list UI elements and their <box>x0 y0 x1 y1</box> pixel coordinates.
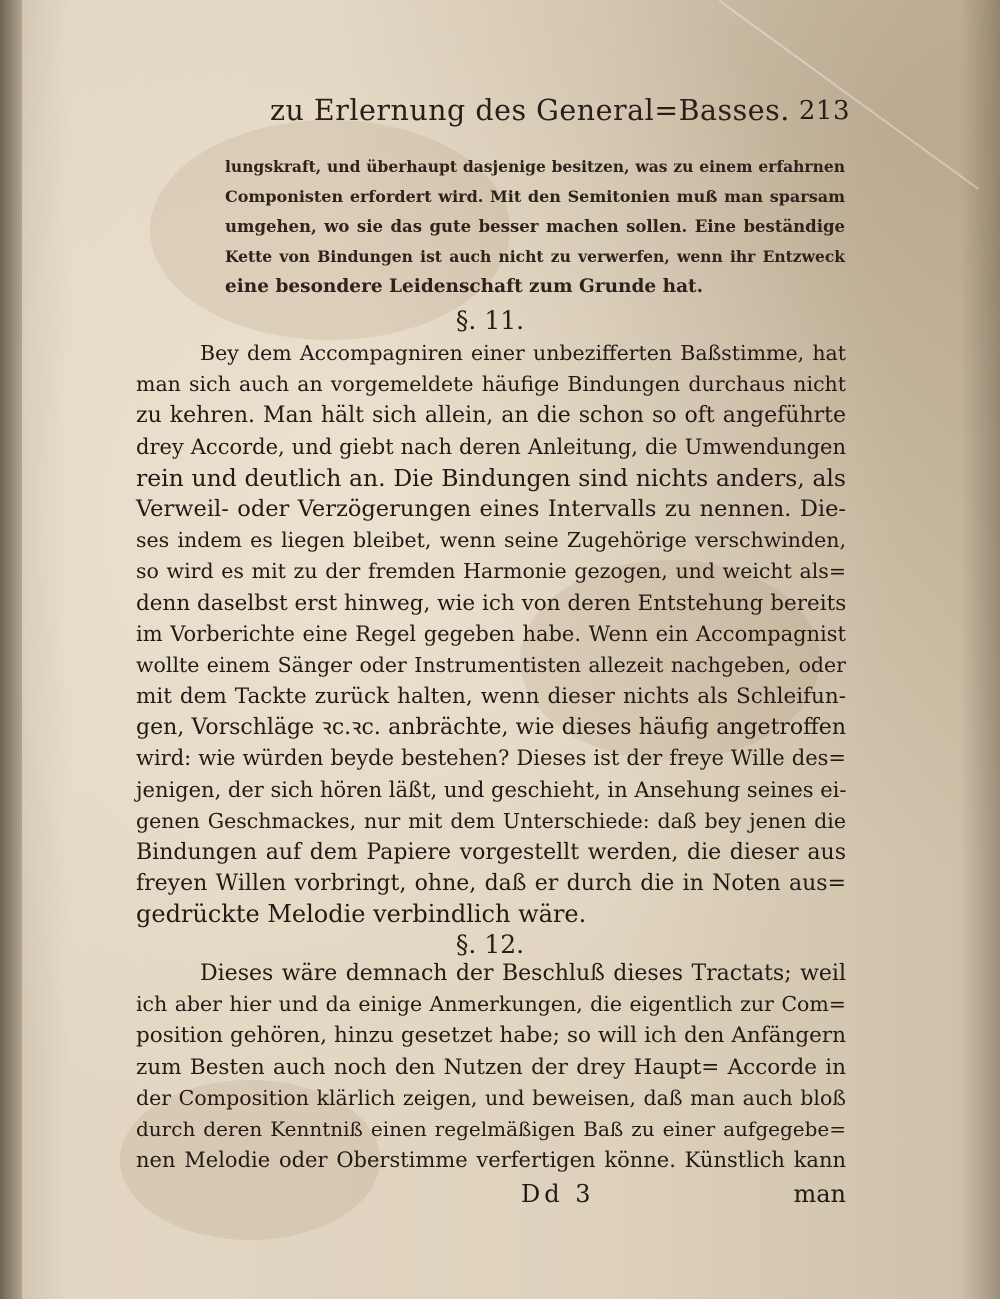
text-line: jenigen, der sich hören läßt, und geschieht, in Ansehung seines ei- <box>136 777 847 802</box>
text-line: gedrückte Melodie verbindlich wäre. <box>136 900 587 929</box>
text-line: mit dem Tackte zurück halten, wenn dieser nichts als Schleifun- <box>136 684 846 710</box>
text-line: rein und deutlich an. Die Bindungen sind nichts anders, als <box>136 463 846 492</box>
page-footer <box>136 1180 846 1216</box>
section-12-text <box>136 958 846 1176</box>
section-heading-11: §. 11. <box>455 306 525 335</box>
text-line: zu kehren. Man hält sich allein, an die schon so oft angeführte <box>136 403 846 429</box>
page-header <box>270 94 850 134</box>
text-line: drey Accorde, und giebt nach deren Anleitung, die Umwendungen <box>136 434 846 459</box>
text-line: durch deren Kenntniß einen regelmäßigen Baß zu einer aufgegebe= <box>136 1116 846 1141</box>
text-line: genen Geschmackes, nur mit dem Unterschiede: daß bey jenen die <box>136 808 846 833</box>
text-line: ich aber hier und da einige Anmerkungen, die eigentlich zur Com= <box>136 992 846 1017</box>
text-line: wird: wie würden beyde bestehen? Dieses ist der freye Wille des= <box>136 746 846 771</box>
text-line: man sich auch an vorgemeldete häufige Bindungen durchaus nicht <box>136 372 846 397</box>
text-line: Bey dem Accompagniren einer unbezifferten Baßstimme, hat <box>200 341 846 365</box>
note-line: Componisten erfordert wird. Mit den Semitonien muß man sparsam <box>225 187 845 206</box>
text-line: freyen Willen vorbringt, ohne, daß er durch die in Noten aus= <box>136 871 846 897</box>
text-line: Dieses wäre demnach der Beschluß dieses Tractats; weil <box>200 961 846 986</box>
text-line: im Vorberichte eine Regel gegeben habe. Wenn ein Accompagnist <box>136 621 846 646</box>
running-head: zu Erlernung des General=Basses. <box>270 94 790 127</box>
text-line: der Composition klärlich zeigen, und beweisen, daß man auch bloß <box>136 1085 846 1110</box>
text-line: position gehören, hinzu gesetzet habe; so will ich den Anfängern <box>136 1023 846 1049</box>
note-line: Kette von Bindungen ist auch nicht zu verwerfen, wenn ihr Entzweck <box>225 247 845 266</box>
text-line: zum Besten auch noch den Nutzen der drey Haupt= Accorde in <box>136 1054 846 1080</box>
text-line: Verweil- oder Verzögerungen eines Intervalls zu nennen. Die- <box>136 495 846 522</box>
signature-mark: Dd 3 <box>521 1180 595 1208</box>
section-heading-12: §. 12. <box>455 930 525 959</box>
text-line: ses indem es liegen bleibet, wenn seine Zugehörige verschwinden, <box>136 528 846 553</box>
text-line: denn daselbst erst hinweg, wie ich von deren Entstehung bereits <box>136 590 847 616</box>
page-number: 213 <box>798 96 850 126</box>
text-line: gen, Vorschläge ꝛc.ꝛc. anbrächte, wie dieses häufig angetroffen <box>136 715 846 741</box>
book-binding-edge <box>0 0 22 1299</box>
note-line: eine besondere Leidenschaft zum Grunde hat. <box>225 276 704 297</box>
text-line: nen Melodie oder Oberstimme verfertigen könne. Künstlich kann <box>136 1148 846 1173</box>
section-11-text <box>136 338 846 931</box>
text-line: so wird es mit zu der fremden Harmonie gezogen, und weicht als= <box>136 559 846 584</box>
note-line: lungskraft, und überhaupt dasjenige besitzen, was zu einem erfahrnen <box>225 157 845 176</box>
catchword: man <box>793 1180 846 1208</box>
note-line: umgehen, wo sie das gute besser machen sollen. Eine beständige <box>225 217 845 236</box>
footnote-continuation <box>225 152 845 302</box>
text-line: wollte einem Sänger oder Instrumentisten allezeit nachgeben, oder <box>136 652 846 677</box>
text-line: Bindungen auf dem Papiere vorgestellt werden, die dieser aus <box>136 840 846 865</box>
